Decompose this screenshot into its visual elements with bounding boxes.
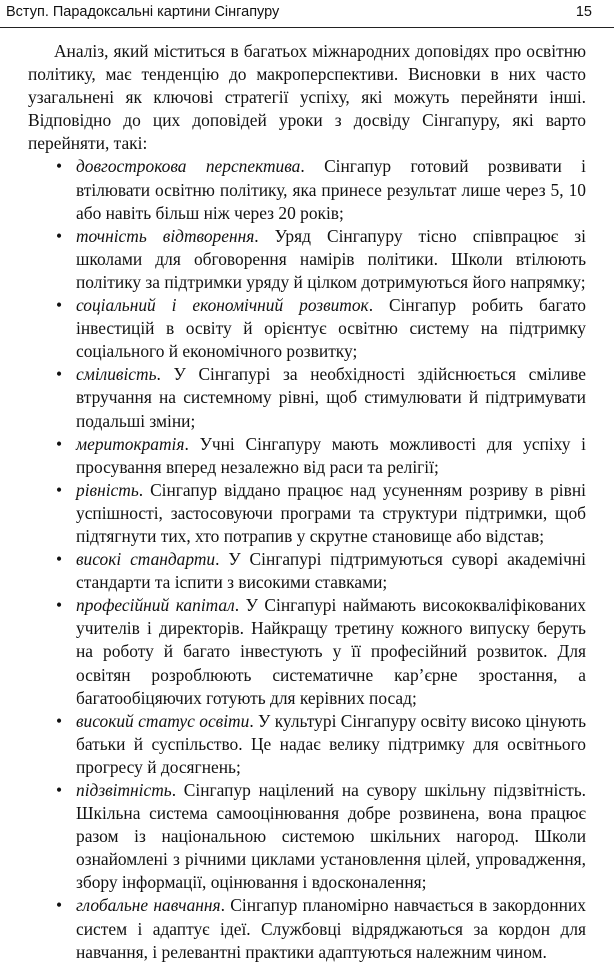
list-item [28, 225, 586, 294]
item-text: . Уряд Сінгапуру тісно співпрацює зі школами для обговорення намірів політики. Школи втілюють політику за підтримки уряду й цілком дотримуються його напрямку; [76, 225, 586, 292]
item-term: меритократія [76, 433, 185, 454]
item-term: сміливість [76, 364, 157, 385]
item-term: рівність [76, 479, 139, 500]
item-term: соціальний і економічний розвиток [76, 295, 369, 316]
bullet-icon: • [56, 895, 63, 916]
item-term: підзвітність [76, 780, 172, 800]
list-item [28, 294, 586, 363]
list-item [28, 433, 586, 479]
item-term: високі стандарти [76, 549, 216, 570]
list-item [28, 363, 586, 432]
item-term: високий статус освіти [76, 710, 250, 731]
list-item [28, 594, 586, 709]
running-title: Вступ. Парадоксальні картини Сінгапуру [6, 4, 280, 20]
item-text: . Сінгапур націлений на сувору шкільну підзвітність. Шкільна система самооцінювання добре розвинена, вона працює разом із національною системою шкільних нагород. Школи ознайомлені з річними циклами установлення цілей, упровадження, збору інформації, оцінювання і вдосконалення; [76, 780, 586, 893]
item-text: . У Сінгапурі наймають висококваліфікованих учителів і директорів. Найкращу третину кожного випуску беруть на роботу й багато інвестують у її професійний розвиток. Для освітян розроблюють систематичне кар’єрне зростання, а багатообіцяючих готують для керівних посад; [76, 595, 586, 708]
bullet-icon: • [56, 710, 63, 731]
item-text: . Сінгапур робить багато інвестицій в освіту й орієнтує освітню систему на підтримку соціального й економічного розвитку; [76, 295, 586, 362]
item-text: . У Сінгапурі за необхідності здійснюється сміливе втручання на системному рівні, щоб стимулювати й підтримувати подальші зміни; [76, 364, 586, 431]
header-divider [0, 27, 614, 28]
bullet-icon: • [56, 156, 63, 177]
list-item [28, 894, 586, 963]
list-item [28, 710, 586, 779]
bullet-icon: • [56, 364, 63, 385]
list-item [28, 548, 586, 594]
item-text: . Учні Сінгапуру мають можливості для успіху і просування вперед незалежно від раси та релігії; [76, 433, 586, 477]
bullet-icon: • [56, 295, 63, 316]
list-item [28, 155, 586, 224]
bullet-icon: • [56, 225, 63, 246]
running-head [0, 0, 614, 26]
bullet-icon: • [56, 595, 63, 616]
bullet-icon: • [56, 549, 63, 570]
bullet-icon: • [56, 780, 63, 800]
page-number: 15 [575, 4, 592, 20]
intro-paragraph: Аналіз, який міститься в багатьох міжнародних доповідях про освітню політику, має тенденцію до макроперспективи. Висновки в них часто узагальнені як ключові стратегії успіху, які можуть перейняти інші. Відповідно до цих доповідей уроки з досвіду Сінгапуру, які варто перейняти, такі: [28, 41, 586, 154]
item-text: . У культурі Сінгапуру освіту високо цінують батьки й суспільство. Це надає велику підтримку для освітнього прогресу й досягнень; [76, 710, 587, 777]
item-text: . Сінгапур готовий розвивати і втілювати освітню політику, яка принесе результат лише через 5, 10 або навіть більш ніж через 20 років; [76, 156, 587, 223]
item-term: довгострокова перспектива [76, 156, 301, 177]
item-term: професійний капітал [76, 595, 235, 616]
list-item [28, 779, 586, 894]
lessons-list [28, 155, 586, 963]
item-text: . Сінгапур віддано працює над усуненням розриву в рівні успішності, застосовуючи програми та структури підтримки, щоб підтягнути тих, хто потрапив у скрутне становище або відстав; [76, 479, 586, 546]
list-item [28, 479, 586, 548]
item-term: глобальне навчання [76, 895, 221, 916]
item-term: точність відтворення [76, 225, 255, 246]
bullet-icon: • [56, 479, 63, 500]
item-text: . Сінгапур планомірно навчається в закордонних систем і адаптує ідеї. Службовці відряджаються за кордон для навчання, і релевантні практики адаптуються належним чином. [76, 895, 586, 962]
bullet-icon: • [56, 433, 63, 454]
item-text: . У Сінгапурі підтримуються суворі академічні стандарти та іспити з високими ставками; [76, 549, 586, 593]
page-body [28, 40, 586, 964]
